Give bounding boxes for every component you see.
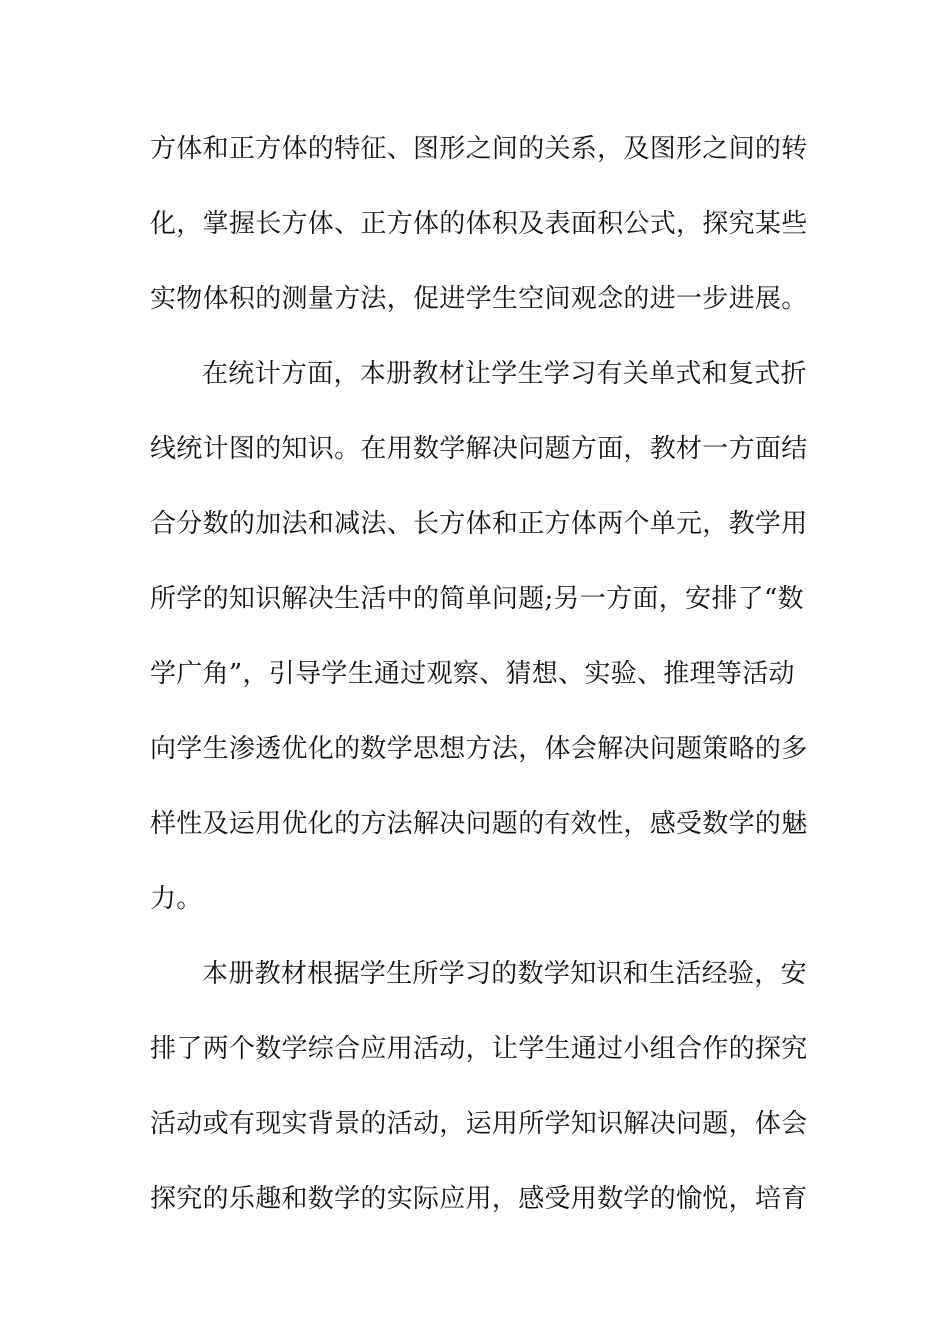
text-line: 向学生渗透优化的数学思想方法，体会解决问题策略的多 bbox=[150, 734, 808, 764]
text-line: 探究的乐趣和数学的实际应用，感受用数学的愉悦，培育 bbox=[150, 1184, 808, 1214]
text-line: 排了两个数学综合应用活动，让学生通过小组合作的探究 bbox=[150, 1034, 808, 1064]
text-line: 所学的知识解决生活中的简单问题;另一方面，安排了“数 bbox=[150, 584, 804, 614]
text-line: 学广角”，引导学生通过观察、猜想、实验、推理等活动 bbox=[150, 659, 795, 689]
text-line: 合分数的加法和减法、长方体和正方体两个单元，教学用 bbox=[150, 509, 808, 539]
text-line: 样性及运用优化的方法解决问题的有效性，感受数学的魅 bbox=[150, 809, 808, 839]
text-line: 化，掌握长方体、正方体的体积及表面积公式，探究某些 bbox=[150, 209, 808, 239]
text-line: 力。 bbox=[150, 884, 203, 914]
text-line: 实物体积的测量方法，促进学生空间观念的进一步进展。 bbox=[150, 284, 808, 314]
text-line: 线统计图的知识。在用数学解决问题方面，教材一方面结 bbox=[150, 434, 808, 464]
text-line: 方体和正方体的特征、图形之间的关系，及图形之间的转 bbox=[150, 134, 808, 164]
text-line: 活动或有现实背景的活动，运用所学知识解决问题，体会 bbox=[150, 1109, 808, 1139]
paragraph-first-line: 在统计方面，本册教材让学生学习有关单式和复式折 bbox=[202, 359, 807, 389]
paragraph-first-line: 本册教材根据学生所学习的数学知识和生活经验，安 bbox=[202, 959, 807, 989]
